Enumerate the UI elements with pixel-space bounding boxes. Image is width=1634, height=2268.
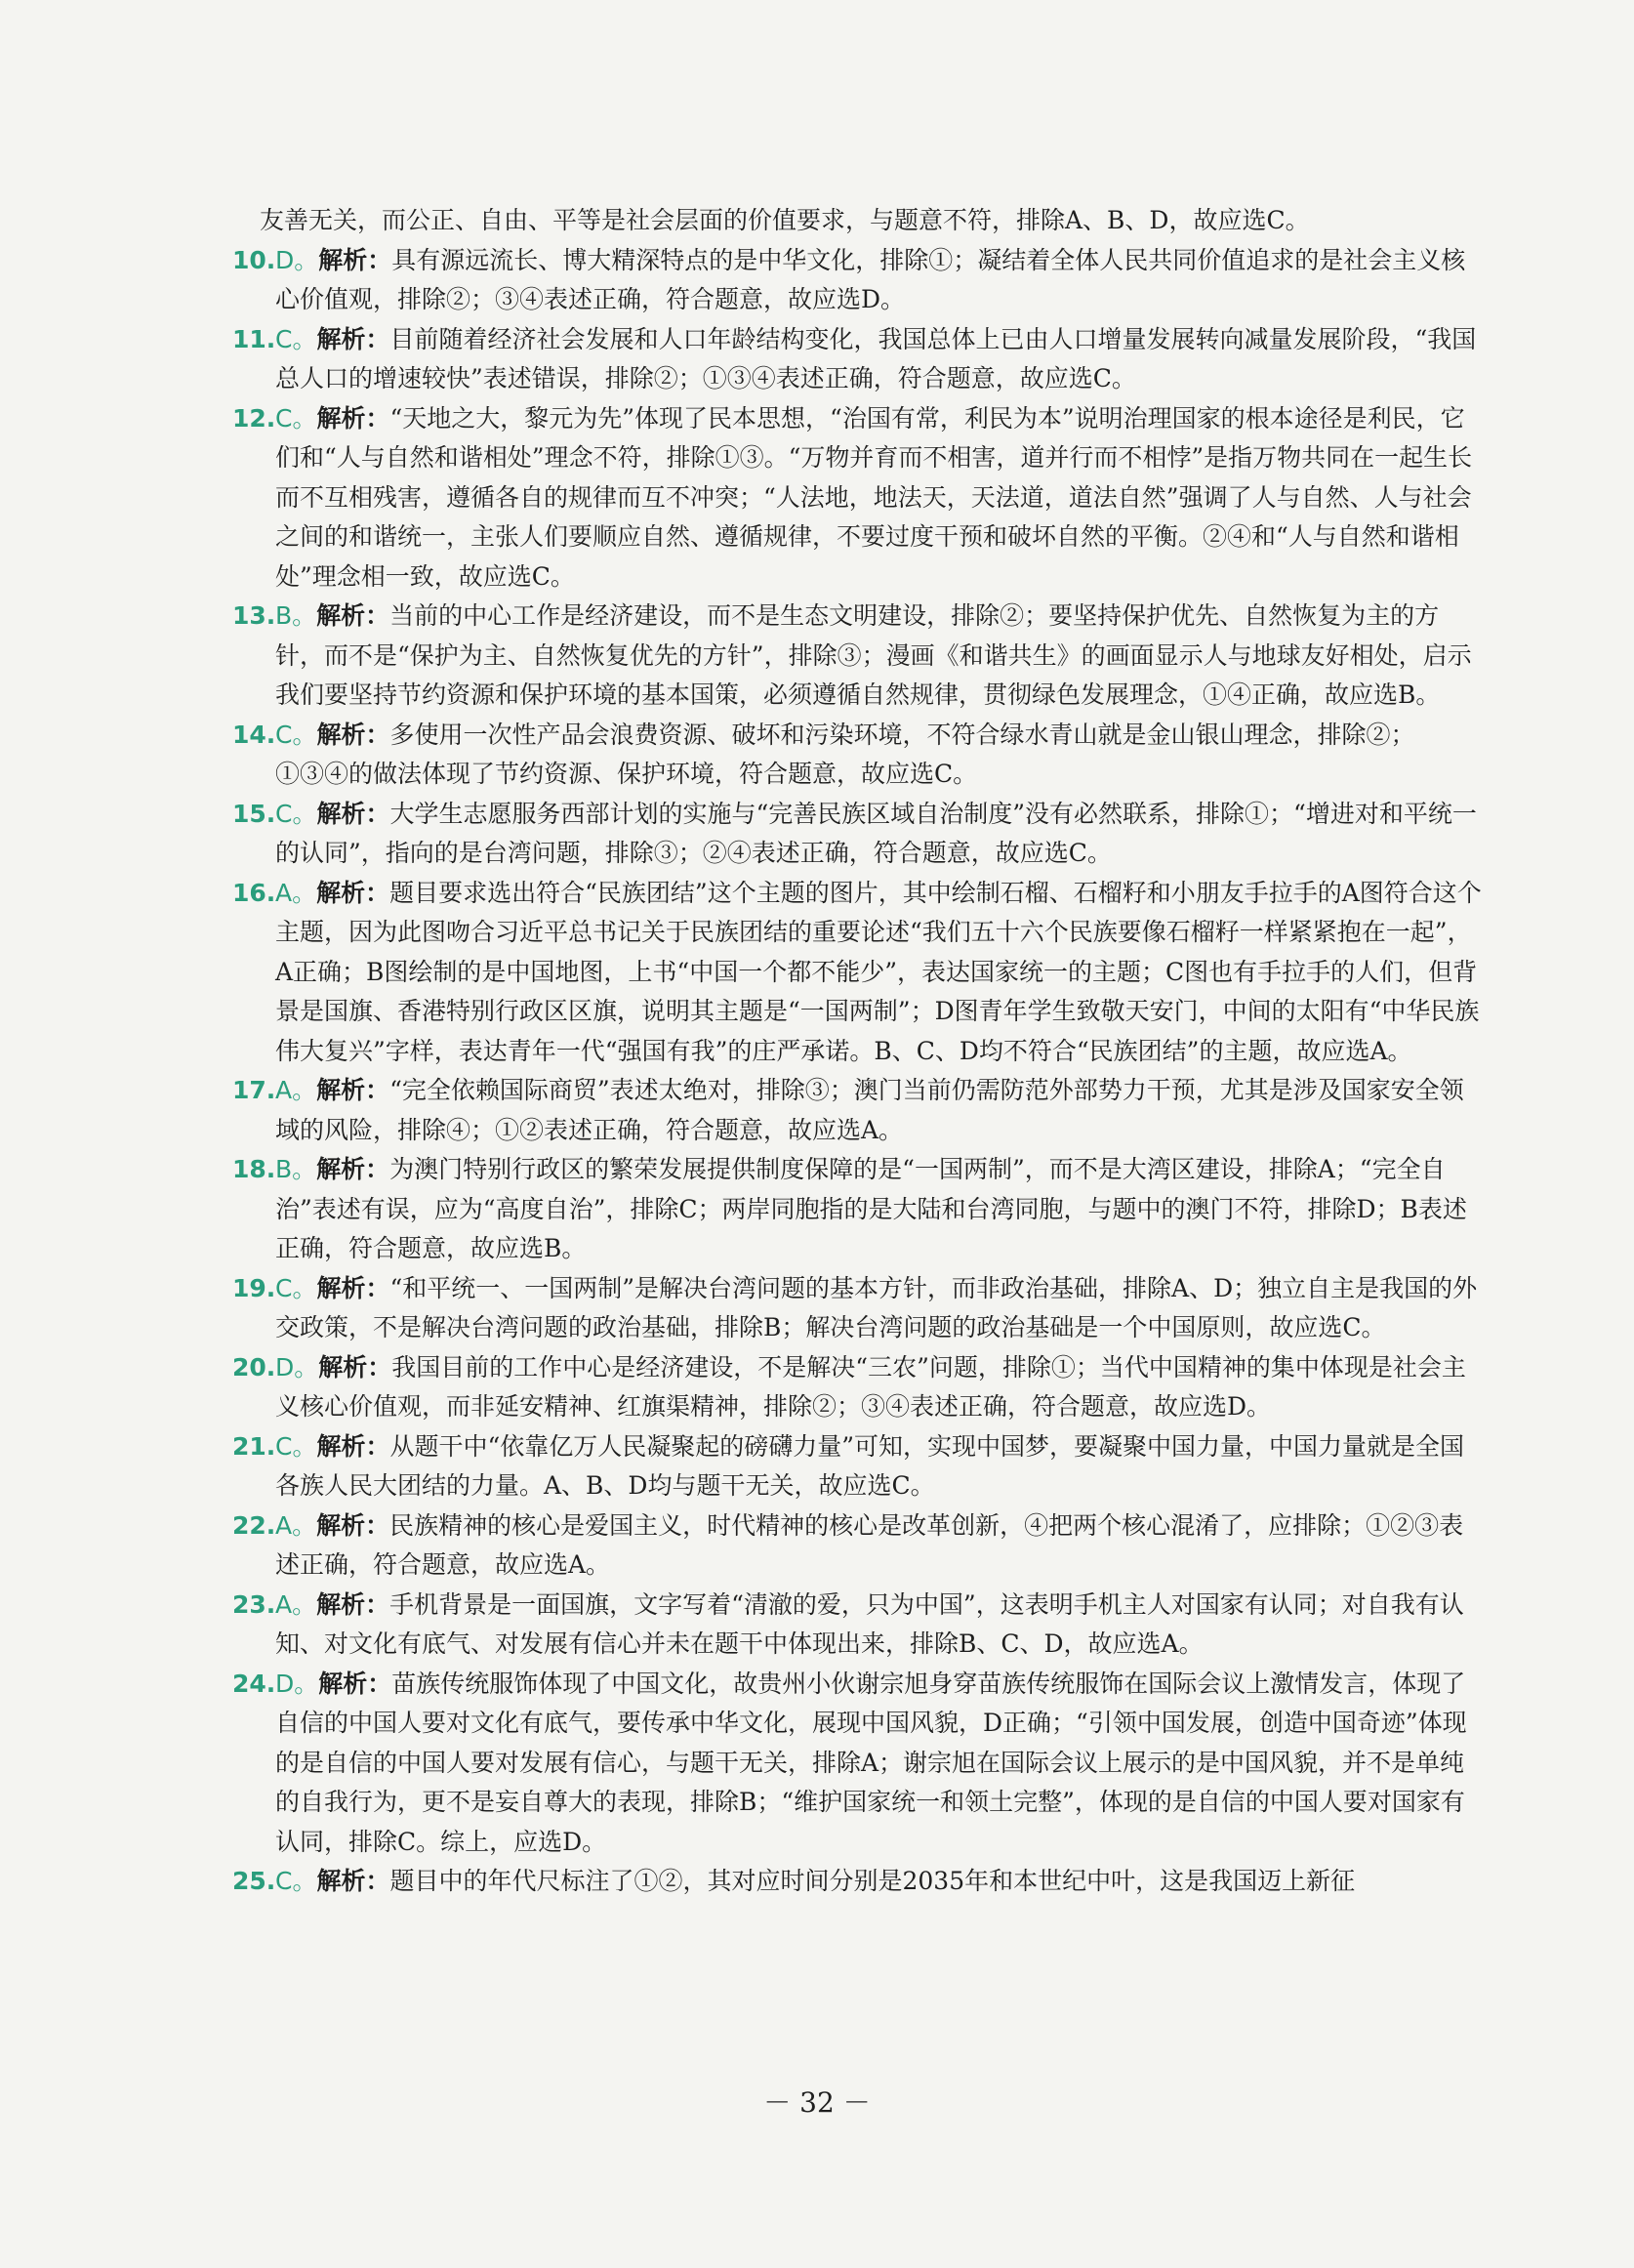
analysis-text: “天地之大，黎元为先”体现了民本思想，“治国有常，利民为本”说明治理国家的根本途径是利民，它们和“人与自然和谐相处”理念不符，排除①③。“万物并育而不相害，道并行而不相悖”是指万物共同在一起生长而不互相残害，遵循各自的规律而互不冲突；“人法地，地法天，天法道，道法自然”强调了人与自然、人与社会之间的和谐统一，主张人们要顺应自然、遵循规律，不要过度干预和破坏自然的平衡。②④和“人与自然和谐相处”理念相一致，故应选C。 — [275, 403, 1473, 591]
question-number: 20. — [232, 1352, 276, 1381]
answer-letter: D。 — [275, 1352, 319, 1381]
answer-letter: A。 — [275, 1076, 317, 1104]
answer-letter: D。 — [275, 1669, 319, 1698]
answer-letter: B。 — [275, 1155, 317, 1183]
question-number: 14. — [232, 720, 276, 749]
answer-letter: C。 — [275, 324, 317, 353]
answer-letter: A。 — [275, 1510, 317, 1540]
answer-letter: C。 — [275, 403, 317, 433]
answer-item — [232, 1150, 1484, 1269]
analysis-text: 当前的中心工作是经济建设，而不是生态文明建设，排除②；要坚持保护优先、自然恢复为主的方针，而不是“保护为主、自然恢复优先的方针”，排除③；漫画《和谐共生》的画面显示人与地球友好相处，启示我们要坚持节约资源和保护环境的基本国策，必须遵循自然规律，贯彻绿色发展理念，①④正确，故应选B。 — [275, 601, 1472, 709]
answer-letter: C。 — [275, 1867, 317, 1895]
analysis-text: 手机背景是一面国旗，文字写着“清澈的爱，只为中国”，这表明手机主人对国家有认同；对自我有认知、对文化有底气、对发展有信心并未在题干中体现出来，排除B、C、D，故应选A。 — [275, 1589, 1464, 1658]
analysis-label: 解析： — [318, 245, 392, 274]
analysis-label: 解析： — [316, 324, 390, 353]
analysis-label: 解析： — [316, 403, 390, 433]
analysis-text: 民族精神的核心是爱国主义，时代精神的核心是改革创新，④把两个核心混淆了，应排除；①②③表述正确，符合题意，故应选A。 — [275, 1510, 1464, 1579]
analysis-text: 具有源远流长、博大精深特点的是中华文化，排除①；凝结着全体人民共同价值追求的是社会主义核心价值观，排除②；③④表述正确，符合题意，故应选D。 — [275, 245, 1466, 313]
analysis-text: 苗族传统服饰体现了中国文化，故贵州小伙谢宗旭身穿苗族传统服饰在国际会议上激情发言，体现了自信的中国人要对文化有底气，要传承中华文化，展现中国风貌，D正确；“引领中国发展，创造中国奇迹”体现的是自信的中国人要对发展有信心，与题干无关，排除A；谢宗旭在国际会议上展示的是中国风貌，并不是单纯的自我行为，更不是妄自尊大的表现，排除B；“维护国家统一和领土完整”，体现的是自信的中国人要对国家有认同，排除C。综上，应选D。 — [275, 1669, 1467, 1856]
question-number: 22. — [232, 1510, 276, 1540]
analysis-text: 我国目前的工作中心是经济建设，不是解决“三农”问题，排除①；当代中国精神的集中体现是社会主义核心价值观，而非延安精神、红旗渠精神，排除②；③④表述正确，符合题意，故应选D。 — [275, 1352, 1466, 1421]
answer-explanations — [232, 201, 1484, 1902]
answer-item — [232, 874, 1484, 1072]
answer-item — [232, 399, 1484, 598]
question-number: 12. — [232, 403, 276, 433]
analysis-text: “完全依赖国际商贸”表述太绝对，排除③；澳门当前仍需防范外部势力干预，尤其是涉及国家安全领域的风险，排除④；①②表述正确，符合题意，故应选A。 — [275, 1076, 1464, 1144]
analysis-label: 解析： — [318, 1669, 392, 1698]
analysis-label: 解析： — [316, 720, 390, 749]
answer-letter: A。 — [275, 1589, 317, 1619]
analysis-label: 解析： — [316, 799, 390, 828]
analysis-label: 解析： — [316, 1076, 390, 1104]
analysis-label: 解析： — [316, 1867, 390, 1895]
page-number: － 32 － — [763, 2086, 871, 2119]
answer-letter: B。 — [275, 601, 317, 630]
question-number: 25. — [232, 1867, 276, 1895]
analysis-label: 解析： — [316, 601, 390, 630]
analysis-label: 解析： — [316, 1155, 390, 1183]
answer-item — [232, 1506, 1484, 1586]
question-number: 15. — [232, 799, 276, 828]
question-number: 16. — [232, 878, 276, 907]
answer-letter: A。 — [275, 878, 317, 907]
analysis-label: 解析： — [316, 1510, 390, 1540]
question-number: 24. — [232, 1669, 276, 1698]
answer-item — [232, 795, 1484, 874]
answer-item — [232, 1269, 1484, 1348]
answer-item — [232, 1665, 1484, 1863]
analysis-text: 目前随着经济社会发展和人口年龄结构变化，我国总体上已由人口增量发展转向减量发展阶段，“我国总人口的增速较快”表述错误，排除②；①③④表述正确，符合题意，故应选C。 — [275, 324, 1477, 392]
question-number: 18. — [232, 1155, 276, 1183]
question-number: 10. — [232, 245, 276, 274]
analysis-label: 解析： — [316, 1431, 390, 1461]
answer-item — [232, 1862, 1484, 1902]
question-number: 17. — [232, 1076, 276, 1104]
answer-letter: C。 — [275, 1431, 317, 1461]
analysis-text: “和平统一、一国两制”是解决台湾问题的基本方针，而非政治基础，排除A、D；独立自主是我国的外交政策，不是解决台湾问题的政治基础，排除B；解决台湾问题的政治基础是一个中国原则，故应选C。 — [275, 1273, 1478, 1341]
question-number: 23. — [232, 1589, 276, 1619]
analysis-text: 从题干中“依靠亿万人民凝聚起的磅礴力量”可知，实现中国梦，要凝聚中国力量，中国力量就是全国各族人民大团结的力量。A、B、D均与题干无关，故应选C。 — [275, 1431, 1465, 1500]
answer-item — [232, 320, 1484, 399]
answer-letter: C。 — [275, 720, 317, 749]
question-number: 13. — [232, 601, 276, 630]
answer-letter: C。 — [275, 1273, 317, 1302]
answer-item — [232, 1348, 1484, 1427]
continuation-paragraph: 友善无关，而公正、自由、平等是社会层面的价值要求，与题意不符，排除A、B、D，故应选C。 — [260, 206, 1310, 234]
question-number: 11. — [232, 324, 276, 353]
answer-item — [232, 241, 1484, 320]
analysis-text: 题目要求选出符合“民族团结”这个主题的图片，其中绘制石榴、石榴籽和小朋友手拉手的A图符合这个主题，因为此图吻合习近平总书记关于民族团结的重要论述“我们五十六个民族要像石榴籽一样紧紧抱在一起”，A正确；B图绘制的是中国地图，上书“中国一个都不能少”，表达国家统一的主题；C图也有手拉手的人们，但背景是国旗、香港特别行政区区旗，说明其主题是“一国两制”；D图青年学生致敬天安门，中间的太阳有“中华民族伟大复兴”字样，表达青年一代“强国有我”的庄严承诺。B、C、D均不符合“民族团结”的主题，故应选A。 — [275, 878, 1482, 1065]
analysis-text: 大学生志愿服务西部计划的实施与“完善民族区域自治制度”没有必然联系，排除①；“增进对和平统一的认同”，指向的是台湾问题，排除③；②④表述正确，符合题意，故应选C。 — [275, 799, 1477, 867]
analysis-text: 题目中的年代尺标注了①②，其对应时间分别是2035年和本世纪中叶，这是我国迈上新征 — [389, 1867, 1356, 1895]
answer-item — [232, 1071, 1484, 1150]
answer-item — [232, 1427, 1484, 1506]
answer-letter: D。 — [275, 245, 319, 274]
question-number: 19. — [232, 1273, 276, 1302]
analysis-label: 解析： — [318, 1352, 392, 1381]
question-number: 21. — [232, 1431, 276, 1461]
analysis-label: 解析： — [316, 1273, 390, 1302]
answer-item — [232, 1586, 1484, 1665]
analysis-label: 解析： — [316, 878, 390, 907]
analysis-label: 解析： — [316, 1589, 390, 1619]
answer-letter: C。 — [275, 799, 317, 828]
answer-item — [232, 597, 1484, 716]
answer-item — [232, 716, 1484, 795]
analysis-text: 为澳门特别行政区的繁荣发展提供制度保障的是“一国两制”，而不是大湾区建设，排除A；“完全自治”表述有误，应为“高度自治”，排除C；两岸同胞指的是大陆和台湾同胞，与题中的澳门不符，排除D；B表述正确，符合题意，故应选B。 — [275, 1155, 1467, 1262]
analysis-text: 多使用一次性产品会浪费资源、破坏和污染环境，不符合绿水青山就是金山银山理念，排除②；①③④的做法体现了节约资源、保护环境，符合题意，故应选C。 — [275, 720, 1415, 788]
